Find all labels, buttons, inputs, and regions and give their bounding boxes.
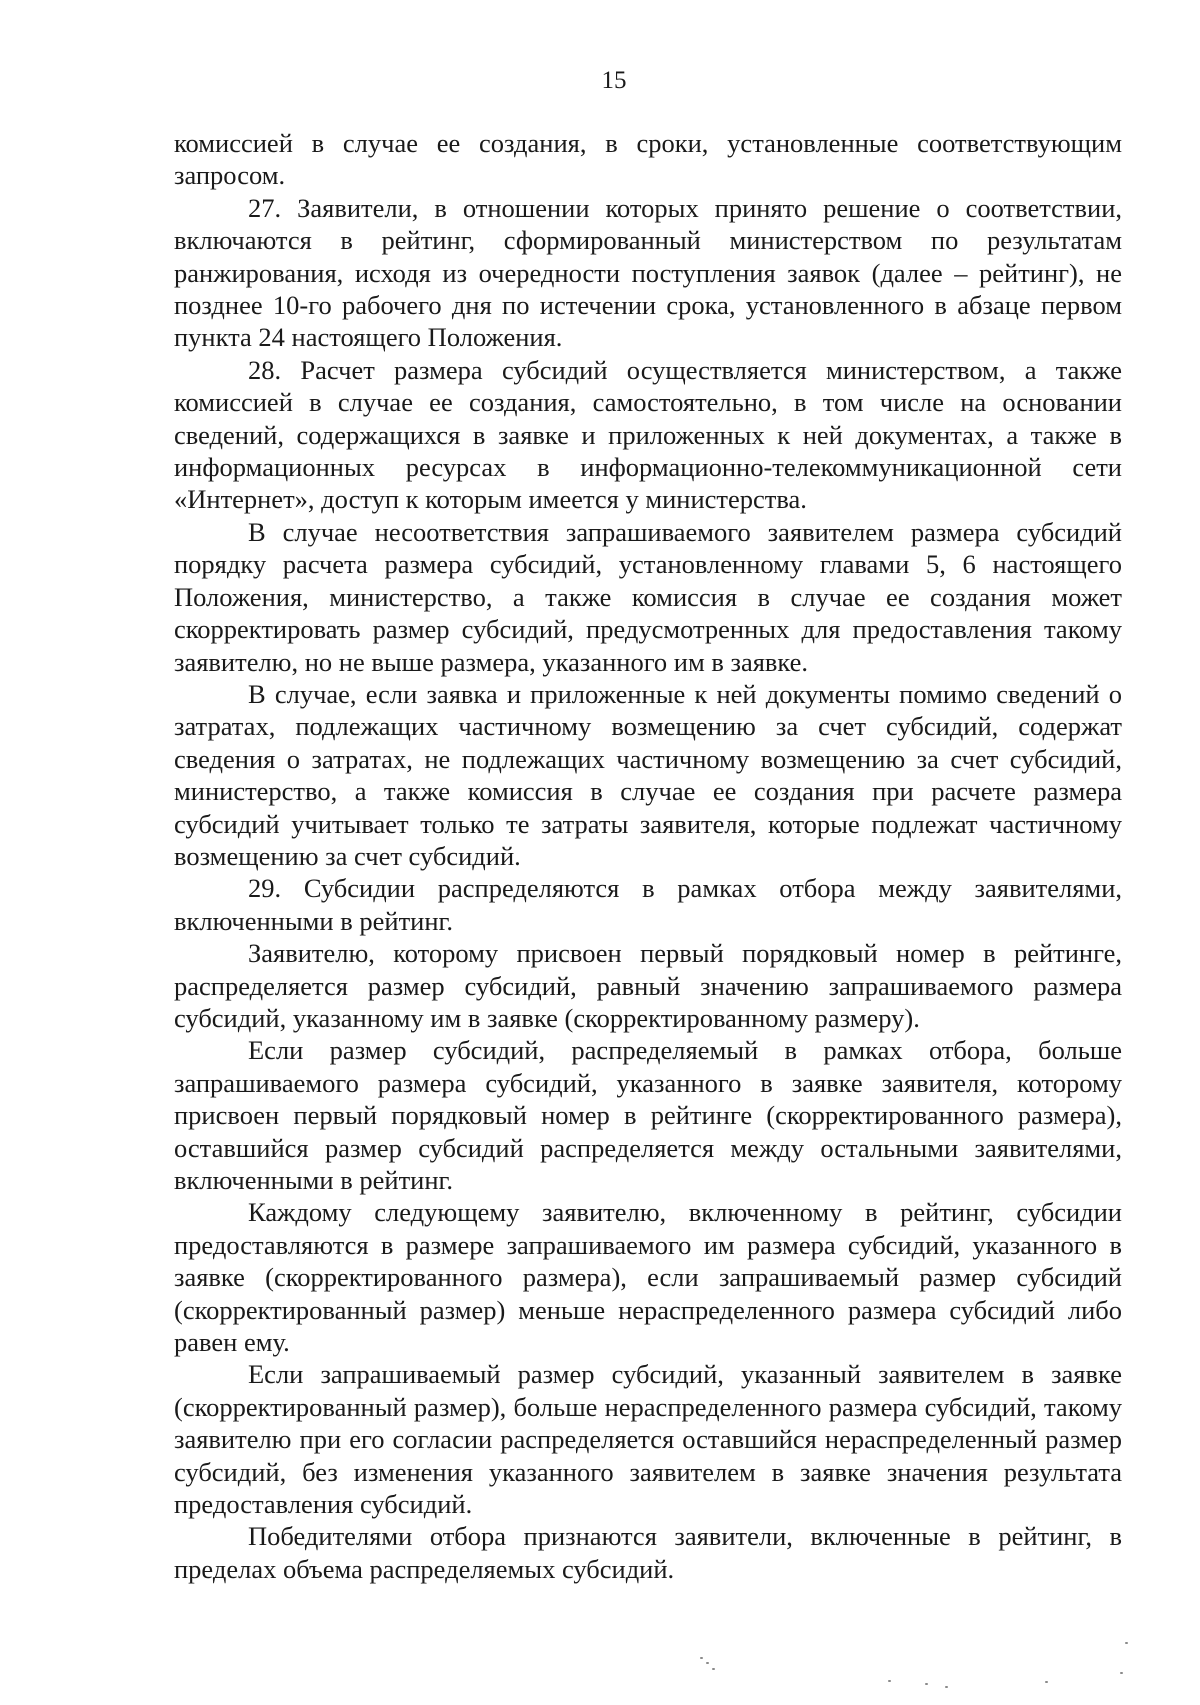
scan-speck	[700, 1657, 703, 1659]
scan-speck	[712, 1668, 715, 1670]
scan-speck	[1045, 1681, 1048, 1683]
scan-speck	[945, 1686, 948, 1688]
paragraph-continuation: комиссией в случае ее создания, в сроки, установленные соответствующим запросом.	[174, 128, 1122, 191]
scan-speck	[925, 1683, 928, 1685]
paragraph-exceeding-request: Если запрашиваемый размер субсидий, указанный заявителем в заявке (скорректированный размер), больше нераспределенного размера субсидий, такому заявителю при его согласии распределяется оставшийся нераспределенный размер субсидий, без изменения указанного заявителем в заявке значения результата предоставления субсидий.	[174, 1359, 1122, 1520]
page-number: 15	[601, 67, 627, 94]
scan-speck	[1120, 1672, 1123, 1674]
document-body	[174, 127, 1122, 1585]
scan-speck	[706, 1662, 709, 1664]
paragraph-remaining-size: Если размер субсидий, распределяемый в рамках отбора, больше запрашиваемого размера субсидий, указанного в заявке заявителя, которому присвоен первый порядковый номер в рейтинге (скорректированного размера), оставшийся размер субсидий распределяется между остальными заявителями, включенными в рейтинг.	[174, 1035, 1122, 1195]
paragraph-winners: Победителями отбора признаются заявители, включенные в рейтинг, в пределах объема распределяемых субсидий.	[174, 1521, 1122, 1584]
paragraph-cost-accounting: В случае, если заявка и приложенные к ней документы помимо сведений о затратах, подлежащих частичному возмещению за счет субсидий, содержат сведения о затратах, не подлежащих частичному возмещению за счет субсидий, министерство, а также комиссия в случае ее создания при расчете размера субсидий учитывает только те затраты заявителя, которые подлежат частичному возмещению за счет субсидий.	[174, 678, 1122, 871]
scan-speck	[1125, 1642, 1128, 1644]
scan-speck	[888, 1680, 891, 1682]
paragraph-first-rank: Заявителю, которому присвоен первый порядковый номер в рейтинге, распределяется размер субсидий, равный значению запрашиваемого размера субсидий, указанному им в заявке (скорректированному размеру).	[174, 938, 1122, 1033]
paragraph-item-29: 29. Субсидии распределяются в рамках отбора между заявителями, включенными в рейтинг.	[174, 873, 1122, 936]
paragraph-size-correction: В случае несоответствия запрашиваемого заявителем размера субсидий порядку расчета размера субсидий, установленному главами 5, 6 настоящего Положения, министерство, а также комиссия в случае ее создания может скорректировать размер субсидий, предусмотренных для предоставления такому заявителю, но не выше размера, указанного им в заявке.	[174, 516, 1122, 677]
paragraph-item-27: 27. Заявители, в отношении которых принято решение о соответствии, включаются в рейтинг, сформированный министерством по результатам ранжирования, исходя из очередности поступления заявок (далее – рейтинг), не позднее 10-го рабочего дня по истечении срока, установленного в абзаце первом пункта 24 настоящего Положения.	[174, 192, 1122, 353]
paragraph-item-28: 28. Расчет размера субсидий осуществляется министерством, а также комиссией в случае ее создания, самостоятельно, в том числе на основании сведений, содержащихся в заявке и приложенных к ней документах, а также в информационных ресурсах в информационно-телекоммуникационной сети «Интернет», доступ к которым имеется у министерства.	[174, 354, 1122, 515]
paragraph-each-next: Каждому следующему заявителю, включенному в рейтинг, субсидии предоставляются в размере запрашиваемого им размера субсидий, указанного в заявке (скорректированного размера), если запрашиваемый размер субсидий (скорректированный размер) меньше нераспределенного размера субсидий либо равен ему.	[174, 1197, 1122, 1358]
